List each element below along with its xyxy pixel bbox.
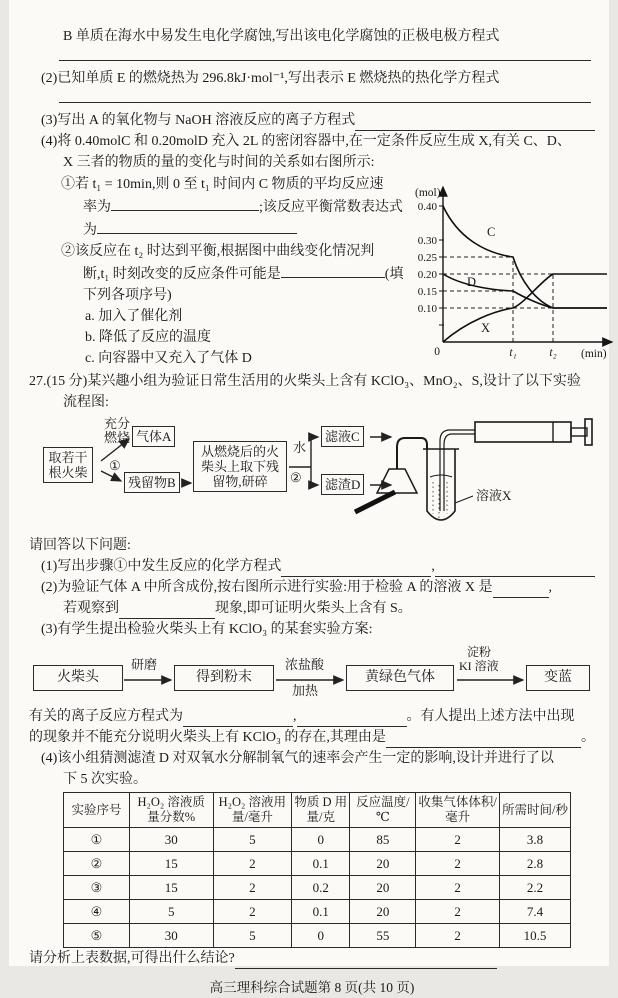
flow-label-solution-x — [476, 489, 511, 503]
page-footer-text: 高三理科综合试题第 8 页(共 10 页) — [209, 980, 415, 995]
q27-item2-text: (2)为验证气体 A 中所含成份,按右图所示进行实验:用于检验 A 的溶液 X 是 — [41, 580, 493, 595]
xtick-t2: t₂ — [549, 347, 558, 359]
q4-line3 — [29, 218, 403, 241]
flow-box-residue-b — [124, 472, 180, 493]
flow-label-step1-text: ① — [109, 458, 121, 473]
q27-item3-eq-pre: 有关的离子反应方程式为 — [29, 709, 183, 724]
table-cell: 5 — [129, 900, 213, 924]
q4-line4-text: ②该反应在 t₂ 时达到平衡,根据图中曲线变化情况判 — [61, 244, 375, 259]
q4-line3-pre: 为 — [83, 223, 97, 238]
flow2-box-matchhead-text: 火柴头 — [57, 670, 99, 685]
q26-item3-text: (3)写出 A 的氧化物与 NaOH 溶液反应的离子方程式 — [41, 113, 356, 128]
q27-item3-stem — [29, 619, 595, 640]
table-cell: 0 — [292, 828, 350, 852]
flow-box-grind — [193, 441, 287, 492]
table-cell: 2 — [416, 828, 500, 852]
q26-item2-text: (2)已知单质 E 的燃烧热为 296.8kJ·mol⁻¹,写出表示 E 燃烧热的热化学方程式 — [41, 71, 500, 86]
flow-label-step2-text: ② — [290, 470, 302, 485]
answer-blank — [183, 711, 293, 727]
test-tube — [427, 449, 455, 520]
answer-blank — [297, 711, 407, 727]
inner-tube — [440, 441, 444, 511]
table-cell: 0.2 — [292, 876, 350, 900]
table-cell: 2 — [213, 900, 292, 924]
q4-line6-text: 下列各项序号) — [83, 288, 172, 303]
flow2-box-matchhead — [33, 665, 123, 691]
q27-conclusion — [29, 948, 595, 969]
experiment-flowchart-2 — [29, 644, 595, 706]
table-cell: 0.1 — [292, 900, 350, 924]
syringe-barrel — [475, 422, 571, 442]
q26-item4-stem1 — [29, 131, 595, 152]
table-cell: ⑤ — [64, 924, 130, 948]
q27-item4-line2-text: 下 5 次实验。 — [63, 772, 147, 787]
flow2-box-gas-text: 黄绿色气体 — [365, 670, 435, 685]
table-cell: 15 — [129, 876, 213, 900]
q27-item3-stem-text: (3)有学生提出检验火柴头上有 KClO₃ 的某套实验方案: — [41, 622, 373, 637]
table-cell: 2 — [416, 852, 500, 876]
flow-label-solution-x-text: 溶液X — [476, 488, 512, 503]
answer-blank — [435, 561, 595, 577]
q27-item4-line2 — [29, 769, 595, 790]
flow2-label-ki-text: KI 溶液 — [459, 659, 499, 673]
q27-item2-line2 — [29, 598, 595, 619]
q27-ask — [29, 535, 595, 556]
table-cell: 7.4 — [499, 900, 570, 924]
table-row — [64, 828, 571, 852]
q27-item3-eq — [29, 706, 595, 727]
experiment-table — [63, 792, 571, 948]
answer-blank — [281, 262, 385, 278]
q27-item4-line1 — [29, 748, 595, 769]
table-cell: 20 — [350, 876, 416, 900]
q4-option-b-text: b. 降低了反应的温度 — [85, 330, 211, 345]
flow-box-residue-d-text: 滤渣D — [325, 477, 361, 492]
series-label-X: X — [481, 321, 491, 335]
q27-conclusion-text: 请分析上表数据,可得出什么结论? — [29, 951, 235, 966]
apparatus-drawing — [355, 419, 592, 520]
q26-stem-b-text: B 单质在海水中易发生电化学腐蚀,写出该电化学腐蚀的正极电极方程式 — [63, 29, 500, 44]
flow2-label-starch-text: 淀粉 — [467, 645, 492, 659]
q26-item2 — [29, 68, 595, 89]
y-axis-label: (mol) — [415, 187, 442, 199]
ytick-020: 0.20 — [418, 269, 438, 281]
q4-line2 — [29, 195, 403, 218]
answer-blank — [355, 115, 595, 131]
q4-option-b — [29, 327, 403, 348]
q27-stem1-text: 27.(15 分)某兴趣小组为验证日常生活用的火柴头上含有 KClO₃、MnO₂、S,设计了以下实验 — [29, 374, 581, 389]
x-axis-label: (min) — [581, 348, 608, 360]
q27-item1 — [29, 556, 595, 577]
mol-time-chart — [403, 174, 618, 371]
q26-stem-b — [29, 26, 595, 47]
flow2-box-gas — [346, 665, 454, 691]
xtick-origin: 0 — [434, 346, 441, 358]
flow-box-gas-a-text: 气体A — [136, 429, 172, 444]
table-header-cell: 收集气体体积/毫升 — [416, 793, 500, 828]
table-cell: 3.8 — [499, 828, 570, 852]
answer-blank — [119, 603, 215, 619]
q27-item3-reason-post: 。 — [581, 730, 595, 745]
flow-box-filtrate-c-text: 滤液C — [325, 429, 360, 444]
table-cell: 5 — [213, 924, 292, 948]
table-cell: 0.1 — [292, 852, 350, 876]
q27-stem2 — [29, 392, 595, 413]
ytick-025: 0.25 — [418, 252, 438, 264]
table-header-cell: 所需时间/秒 — [499, 793, 570, 828]
experiment-table-body — [64, 828, 571, 948]
table-cell: ④ — [64, 900, 130, 924]
q27-item3-eq-sep: , — [293, 709, 297, 724]
table-cell: ① — [64, 828, 130, 852]
q4-option-a — [29, 306, 403, 327]
answer-blank — [59, 89, 591, 103]
exam-page — [9, 0, 609, 995]
syringe-cap — [585, 419, 592, 445]
funnel — [377, 469, 417, 493]
series-label-C: C — [487, 225, 496, 239]
table-cell: 15 — [129, 852, 213, 876]
table-cell: 85 — [350, 828, 416, 852]
q27-item1-text: (1)写出步骤①中发生反应的化学方程式 — [41, 559, 282, 574]
q4-line6 — [29, 285, 403, 306]
q4-line5-post: (填 — [384, 267, 404, 282]
q4-line2-post: ;该反应平衡常数表达式 — [259, 200, 403, 215]
q4-option-c-text: c. 向容器中又充入了气体 D — [85, 351, 252, 366]
table-header-cell: 实验序号 — [64, 793, 130, 828]
q27-item3-reason — [29, 727, 595, 748]
answer-blank — [235, 953, 497, 969]
flow2-label-heat-text: 加热 — [292, 683, 319, 698]
ytick-015: 0.15 — [418, 286, 438, 298]
flow2-label-grind-text: 研磨 — [131, 657, 158, 672]
q4-line1 — [29, 174, 403, 195]
q27-item3-eq-post: 。有人提出上述方法中出现 — [406, 709, 575, 724]
q27-stem2-text: 流程图: — [63, 395, 109, 410]
xtick-t1: t₁ — [509, 347, 518, 359]
chart-canvas — [403, 174, 618, 364]
q27-item1-sep: , — [431, 559, 435, 574]
q27-item2-line2-post: 现象,即可证明火柴头上含有 S。 — [215, 601, 412, 616]
q27-item2-line2-pre: 若观察到 — [63, 601, 119, 616]
table-cell: ③ — [64, 876, 130, 900]
table-cell: 2 — [416, 924, 500, 948]
flow-box-matches — [43, 447, 93, 483]
page-footer — [29, 977, 595, 998]
q4-line5-pre: 断,t₁ 时刻改变的反应条件可能是 — [83, 267, 281, 282]
table-cell: 30 — [129, 828, 213, 852]
q4-option-c — [29, 348, 403, 369]
table-cell: 20 — [350, 852, 416, 876]
table-cell: 2 — [416, 876, 500, 900]
flow2-box-powder-text: 得到粉末 — [196, 670, 252, 685]
flow-box-grind-text: 从燃烧后的火柴头上取下残留物,研碎 — [200, 444, 279, 489]
flow2-label-heat — [292, 684, 318, 698]
flow-box-gas-a — [132, 426, 175, 447]
q4-line5 — [29, 262, 403, 285]
table-cell: 10.5 — [499, 924, 570, 948]
answer-blank — [59, 47, 591, 61]
flow2-label-starch — [467, 645, 491, 659]
tube-to-syringe — [440, 430, 475, 445]
flow2-label-hcl — [285, 658, 324, 672]
flow-label-burn-text: 充分燃烧 — [103, 416, 130, 445]
q27-stem1 — [29, 371, 595, 392]
q27-item4-line1-text: (4)该小组猜测滤渣 D 对双氧水分解制氧气的速率会产生一定的影响,设计并进行了以 — [41, 751, 554, 766]
table-cell: 55 — [350, 924, 416, 948]
table-cell: 20 — [350, 900, 416, 924]
flow2-box-blue — [526, 665, 590, 691]
table-cell: ② — [64, 852, 130, 876]
q26-item4-body — [29, 174, 608, 371]
flow-label-burn — [102, 417, 132, 445]
answer-blank — [97, 218, 297, 234]
flow-label-step1 — [109, 459, 121, 473]
q27-item3-reason-pre: 的现象并不能充分说明火柴头上有 KClO₃ 的存在,其理由是 — [29, 730, 386, 745]
q27-item2-sep: , — [548, 580, 552, 595]
table-cell: 2 — [213, 876, 292, 900]
table-cell: 0 — [292, 924, 350, 948]
q26-item4-stem2-text: X 三者的物质的量的变化与时间的关系如右图所示: — [63, 155, 375, 170]
q4-line2-pre: 率为 — [83, 200, 111, 215]
answer-blank — [281, 561, 431, 577]
q27-item2-line1 — [29, 577, 595, 598]
table-cell: 2 — [416, 900, 500, 924]
table-row — [64, 900, 571, 924]
bent-tube — [397, 438, 427, 469]
table-header-cell: 物质 D 用量/克 — [292, 793, 350, 828]
flow-label-water — [293, 441, 306, 455]
table-cell: 2.8 — [499, 852, 570, 876]
table-header-cell: H₂O₂ 溶液用量/毫升 — [213, 793, 292, 828]
answer-blank — [111, 195, 259, 211]
table-row — [64, 924, 571, 948]
flow2-box-blue-text: 变蓝 — [544, 670, 572, 685]
q4-line1-text: ①若 t₁ = 10min,则 0 至 t₁ 时间内 C 物质的平均反应速 — [61, 177, 384, 192]
flow2-label-ki — [459, 659, 499, 673]
flow-box-matches-text: 取若干根火柴 — [48, 450, 88, 480]
ytick-010: 0.10 — [418, 303, 438, 315]
match-stick — [355, 492, 395, 512]
experiment-flowchart-1 — [29, 415, 595, 535]
series-label-D: D — [467, 275, 477, 289]
ytick-040: 0.40 — [418, 201, 438, 213]
flow-box-filtrate-c — [321, 426, 364, 447]
table-cell: 2.2 — [499, 876, 570, 900]
flow-label-water-text: 水 — [293, 440, 307, 455]
table-header-cell: H₂O₂ 溶液质量分数% — [129, 793, 213, 828]
answer-blank — [386, 732, 581, 748]
table-cell: 30 — [129, 924, 213, 948]
experiment-table-header-row — [64, 793, 571, 828]
flow-box-residue-d — [321, 474, 364, 495]
answer-blank — [493, 582, 549, 598]
q26-item3 — [29, 110, 595, 131]
q26-item4-stem1-text: (4)将 0.40molC 和 0.20molD 充入 2L 的密闭容器中,在一定条件反应生成 X,有关 C、D、 — [41, 134, 571, 149]
ytick-030: 0.30 — [418, 235, 438, 247]
flow-label-step2 — [290, 471, 302, 485]
flow-box-residue-b-text: 残留物B — [128, 475, 176, 490]
table-cell: 2 — [213, 852, 292, 876]
solution-x-leader — [455, 496, 473, 503]
q26-item4-text-column — [29, 174, 403, 371]
q4-line4 — [29, 241, 403, 262]
flow2-box-powder — [174, 665, 274, 691]
table-cell: 5 — [213, 828, 292, 852]
q27-ask-text: 请回答以下问题: — [29, 538, 131, 553]
q26-item4-stem2 — [29, 152, 595, 173]
table-row — [64, 852, 571, 876]
table-row — [64, 876, 571, 900]
liquid-surface — [430, 475, 452, 477]
table-header-cell: 反应温度/℃ — [350, 793, 416, 828]
flow2-label-grind — [131, 658, 157, 672]
q4-option-a-text: a. 加入了催化剂 — [85, 309, 183, 324]
flow2-label-hcl-text: 浓盐酸 — [285, 657, 325, 672]
